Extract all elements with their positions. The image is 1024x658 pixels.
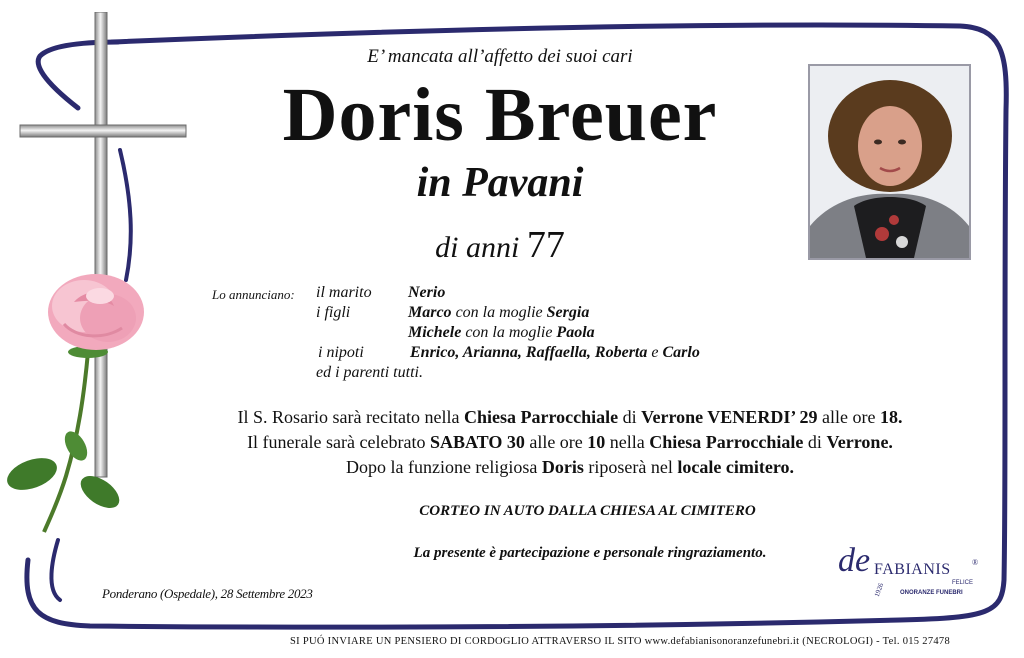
- text: Dopo la funzione religiosa: [345, 457, 542, 477]
- rosary-line: [0, 405, 1024, 430]
- text: di: [618, 407, 642, 427]
- spouse-name: Sergia: [546, 304, 590, 321]
- thanks-line: La presente è partecipazione e personale ringraziamento.: [413, 545, 767, 561]
- announcers-label: Lo annunciano:: [212, 287, 295, 302]
- connector-text: con la moglie: [465, 324, 553, 341]
- logo-mark: de: [838, 542, 871, 579]
- ceremony-details: [0, 405, 1024, 480]
- footer-note: SI PUÓ INVIARE UN PENSIERO DI CORDOGLIO ATTRAVERSO IL SITO www.defabianisonoranzefunebri.it (NECROLOGI) - Tel. 015 27478: [289, 636, 951, 647]
- portrait-icon: [810, 66, 969, 258]
- grandchild-last: Carlo: [662, 344, 700, 361]
- logo-year: 1926: [872, 582, 886, 598]
- text: alle ore: [817, 407, 880, 427]
- text: di: [803, 432, 827, 452]
- text-bold: 18.: [879, 407, 903, 427]
- text: riposerà nel: [583, 457, 678, 477]
- logo-sub2: ONORANZE FUNEBRI: [900, 590, 963, 596]
- text-bold: SABATO 30: [429, 432, 525, 452]
- child-row-1: [408, 303, 589, 323]
- connector-text: e: [651, 344, 659, 361]
- child-row-2: [408, 323, 595, 343]
- connector-text: con la moglie: [455, 304, 543, 321]
- logo-sub1: FELICE: [952, 580, 974, 586]
- married-name: in Pavani: [416, 160, 584, 206]
- child-name: Michele: [408, 324, 462, 341]
- text-bold: 10: [587, 432, 606, 452]
- place-date: Ponderano (Ospedale), 28 Settembre 2023: [102, 586, 313, 601]
- text-bold: Chiesa Parrocchiale: [649, 432, 804, 452]
- text-bold: locale cimitero.: [677, 457, 795, 477]
- relatives-line: ed i parenti tutti.: [316, 364, 423, 381]
- text: nella: [605, 432, 650, 452]
- text: Il S. Rosario sarà recitato nella: [237, 407, 464, 427]
- relation-grandchildren: i nipoti: [318, 344, 364, 361]
- deceased-name: Doris Breuer: [282, 73, 718, 157]
- age-value: 77: [526, 224, 565, 266]
- logo-brand: FABIANIS: [874, 561, 951, 578]
- relation-husband: il marito: [316, 284, 372, 301]
- child-name: Marco: [408, 304, 452, 321]
- text-bold: Verrone VENERDI’ 29: [641, 407, 818, 427]
- text: alle ore: [524, 432, 588, 452]
- defabianis-logo: [838, 528, 984, 608]
- text-bold: Chiesa Parrocchiale: [463, 407, 619, 427]
- pink-rose-icon: [4, 266, 154, 536]
- corteo-line: CORTEO IN AUTO DALLA CHIESA AL CIMITERO: [419, 503, 756, 519]
- age-prefix: di anni: [435, 231, 520, 264]
- grandchildren-list: Enrico, Arianna, Raffaella, Roberta: [410, 344, 648, 361]
- text-bold: Verrone.: [826, 432, 893, 452]
- intro-line: E’ mancata all’affetto dei suoi cari: [367, 46, 633, 67]
- logo-registered: ®: [972, 558, 979, 567]
- text: Il funerale sarà celebrato: [247, 432, 430, 452]
- text-bold: Doris: [541, 457, 584, 477]
- husband-name-text: Nerio: [408, 284, 446, 301]
- portrait-photo: [808, 64, 971, 260]
- funeral-line: [0, 430, 1024, 455]
- spouse-name: Paola: [556, 324, 595, 341]
- grandchildren-names: [410, 343, 700, 363]
- husband-name: [408, 283, 445, 303]
- relation-children: i figli: [316, 304, 351, 321]
- burial-line: [0, 455, 1024, 480]
